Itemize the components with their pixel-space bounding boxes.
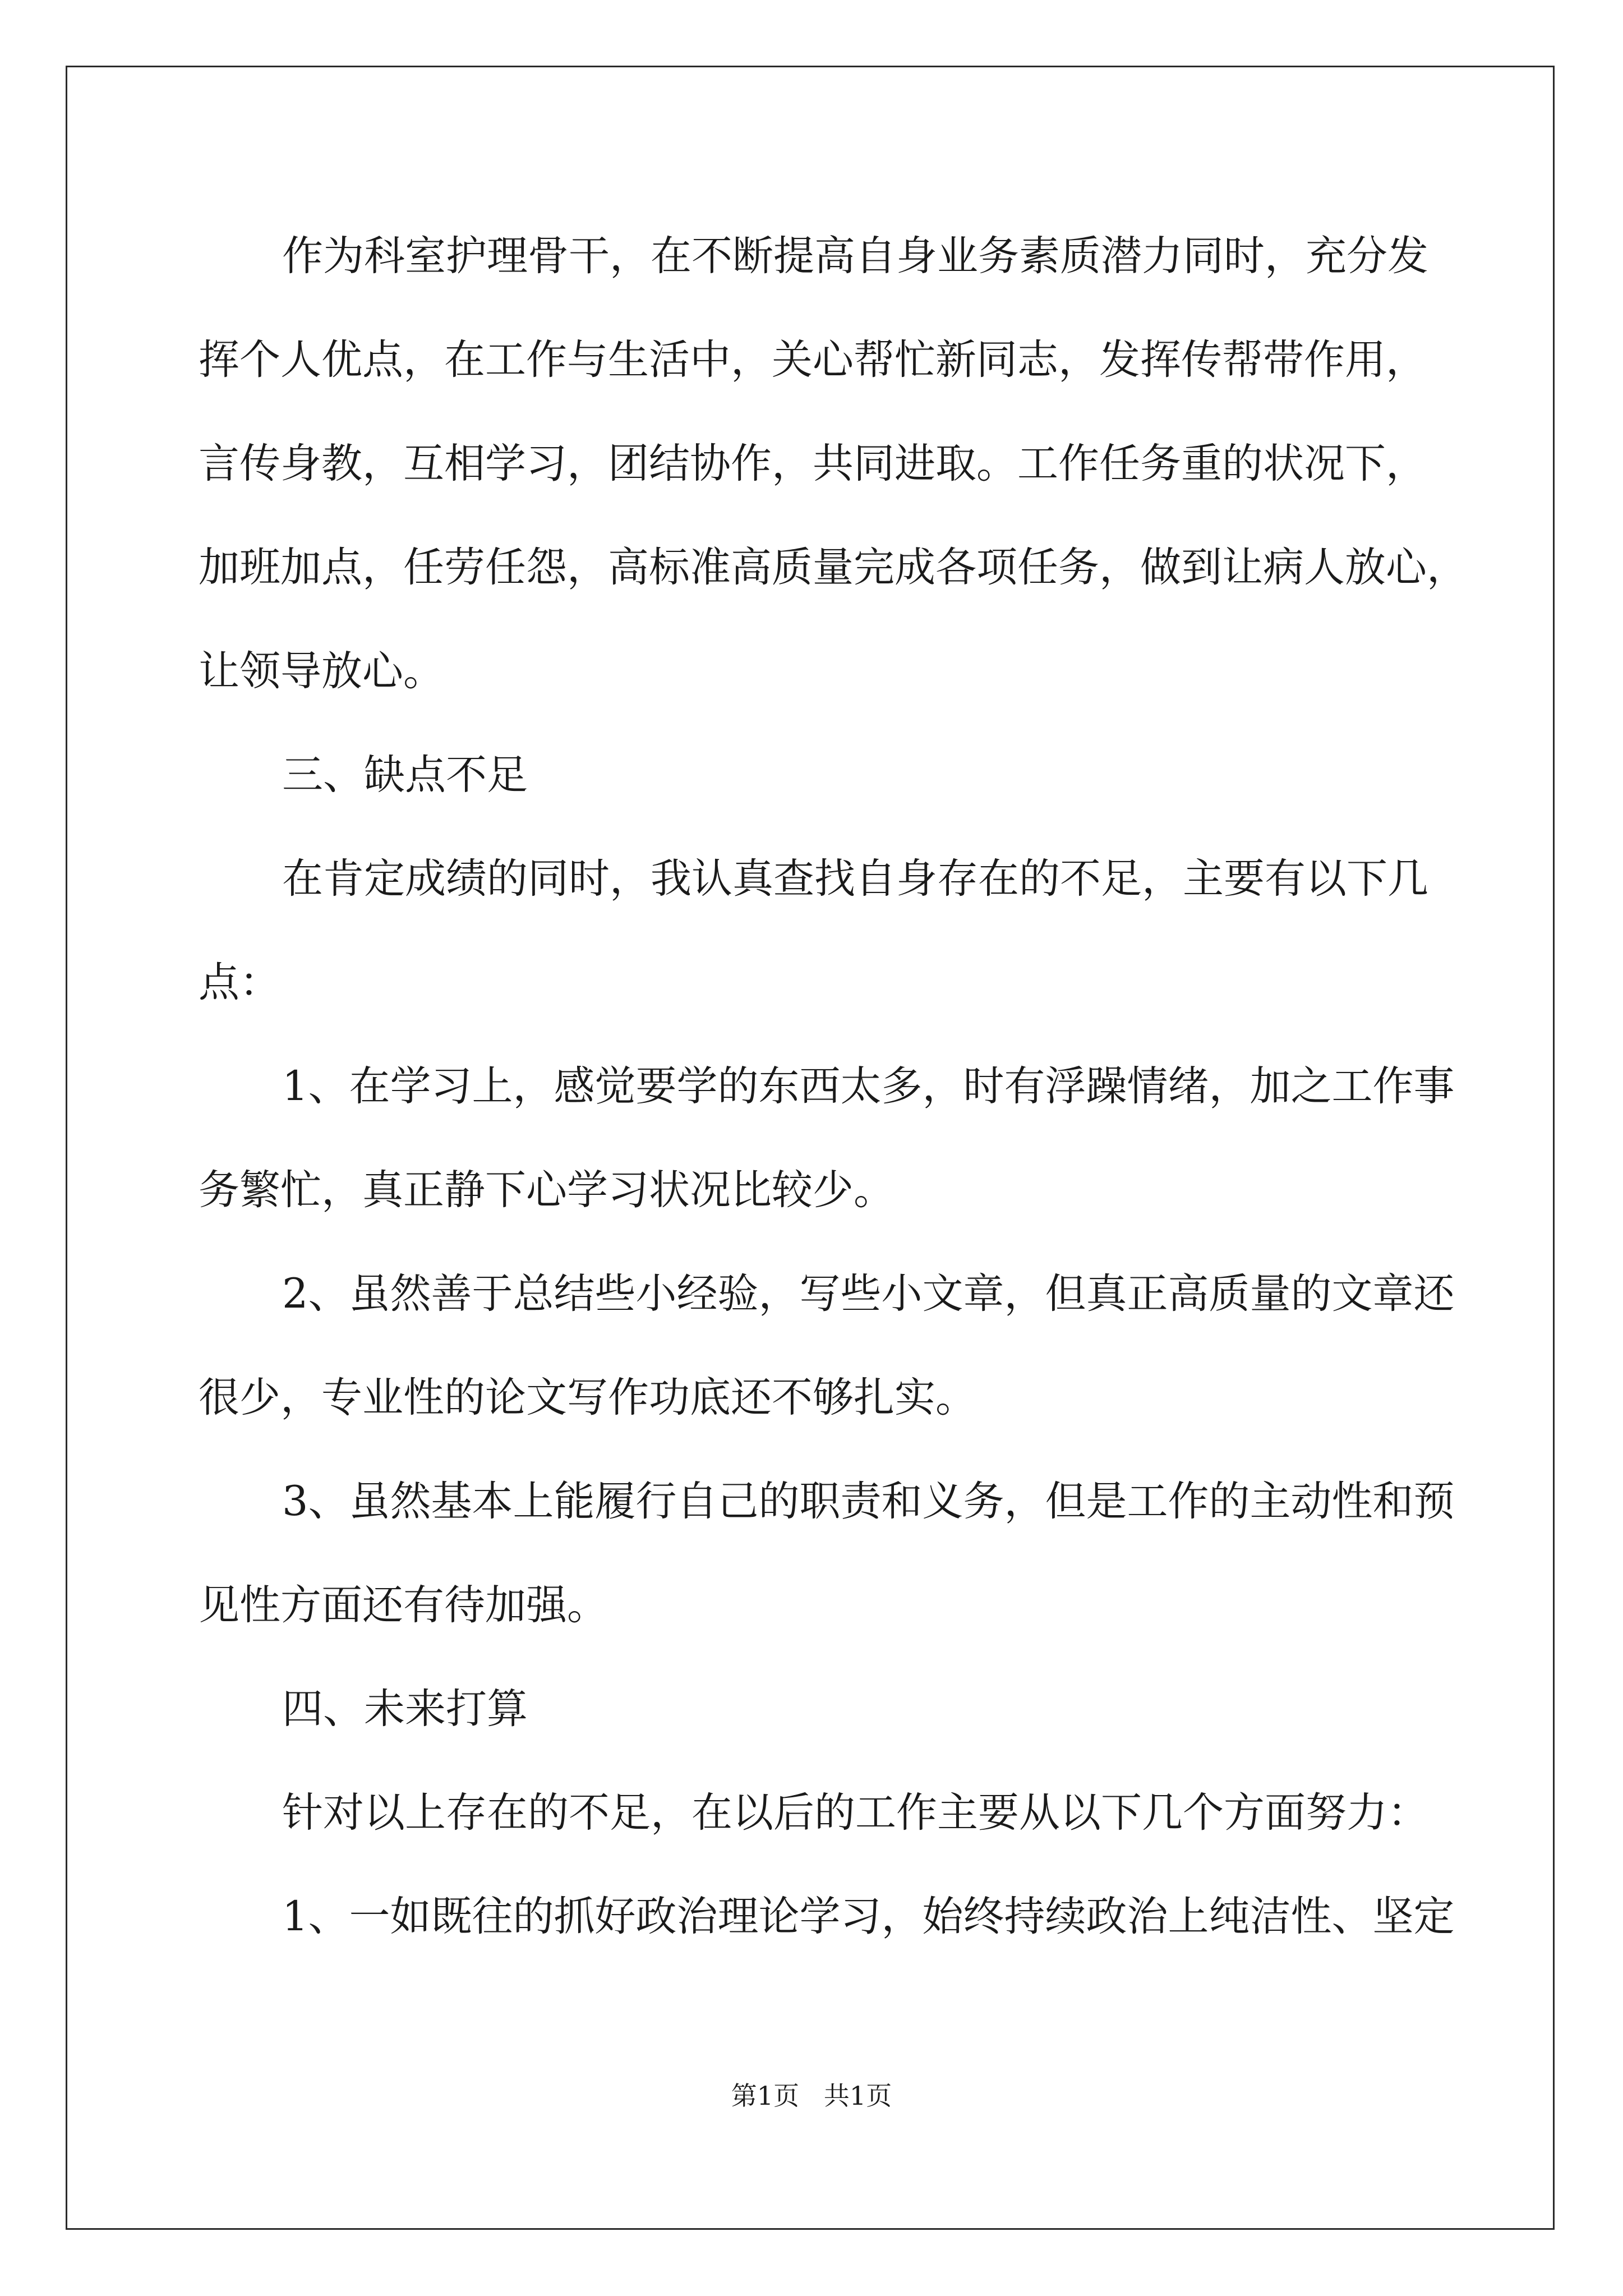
paragraph-line-7: 在肯定成绩的同时，我认真查找自身存在的不足，主要有以下几 [282,855,1428,903]
section-heading-shortcomings: 三、缺点不足 [282,751,528,799]
list-item-3-line-2: 见性方面还有待加强。 [199,1581,608,1629]
paragraph-line-2: 挥个人优点，在工作与生活中，关心帮忙新同志，发挥传帮带作用， [199,336,1427,384]
paragraph-line-3: 言传身教，互相学习，团结协作，共同进取。工作任务重的状况下， [199,440,1427,487]
list-item-2-line-1: 2、虽然善于总结些小经验，写些小文章，但真正高质量的文章还 [282,1270,1455,1318]
section-heading-future-plans: 四、未来打算 [282,1685,528,1733]
paragraph-line-8: 点： [199,959,280,1006]
list-item-2-line-2: 很少，专业性的论文写作功底还不够扎实。 [199,1374,976,1421]
paragraph-line-5: 让领导放心。 [199,647,444,695]
page-number-footer: 第1页 共1页 [731,2081,892,2111]
list-item-3-line-1: 3、虽然基本上能履行自己的职责和义务，但是工作的主动性和预 [282,1478,1455,1525]
list-item-1-line-2: 务繁忙，真正静下心学习状况比较少。 [199,1166,895,1214]
paragraph-line-16: 针对以上存在的不足，在以后的工作主要从以下几个方面努力： [282,1789,1428,1837]
paragraph-line-1: 作为科室护理骨干，在不断提高自身业务素质潜力同时，充分发 [282,232,1428,280]
list-item-plan-1-line-1: 1、一如既往的抓好政治理论学习，始终持续政治上纯洁性、坚定 [282,1893,1455,1940]
paragraph-line-4: 加班加点，任劳任怨，高标准高质量完成各项任务，做到让病人放心， [199,544,1468,591]
list-item-1-line-1: 1、在学习上，感觉要学的东西太多，时有浮躁情绪，加之工作事 [282,1062,1455,1110]
